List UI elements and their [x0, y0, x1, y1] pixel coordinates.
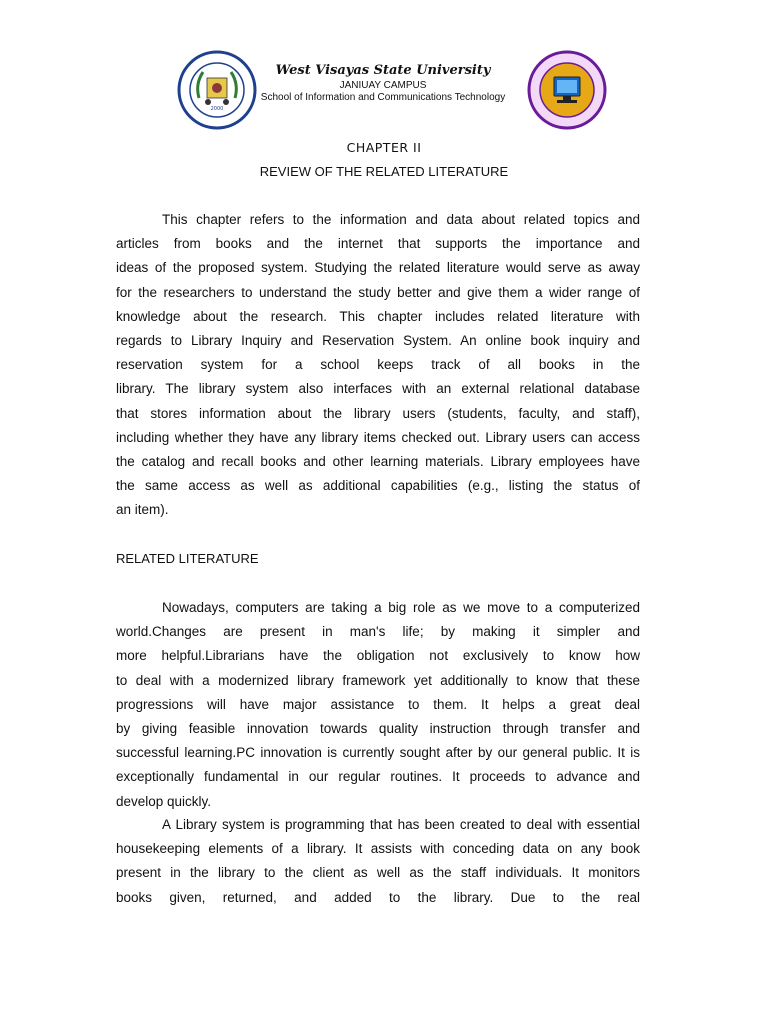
text-line: articles from books and the internet that supports the importance and: [116, 236, 640, 252]
text-line: library. The library system also interfaces with an external relational database: [116, 381, 640, 397]
text-line: Nowadays, computers are taking a big role as we move to a computerized: [162, 600, 640, 615]
school-name: School of Information and Communications Technology: [260, 92, 506, 103]
text-line: develop quickly.: [116, 793, 212, 809]
chapter-number: CHAPTER II: [346, 140, 422, 155]
related-lit-paragraph-1: [116, 596, 640, 814]
text-line: knowledge about the research. This chapter includes related literature with: [116, 308, 640, 324]
campus-name: JANIUAY CAMPUS: [339, 80, 427, 91]
svg-text:2000: 2000: [210, 106, 224, 112]
wvsu-seal-icon: [177, 50, 257, 130]
text-line: regards to Library Inquiry and Reservation System. An online book inquiry and: [116, 332, 640, 348]
text-line: to deal with a modernized library framework yet additionally to know that these: [116, 672, 640, 688]
text-line: present in the library to the client as well as the staff individuals. It monitors: [116, 865, 640, 881]
text-line: more helpful.Librarians have the obligation not exclusively to know how: [116, 648, 640, 664]
related-lit-paragraph-2: [116, 813, 640, 910]
intro-paragraph: [116, 208, 640, 522]
section-heading: RELATED LITERATURE: [116, 551, 259, 566]
chapter-title: REVIEW OF THE RELATED LITERATURE: [259, 164, 509, 179]
text-line: including whether they have any library items checked out. Library users can access: [116, 429, 640, 445]
text-line: ideas of the proposed system. Studying the related literature would serve as away: [116, 260, 640, 276]
text-line: that stores information about the library users (students, faculty, and staff),: [116, 405, 640, 421]
text-line: housekeeping elements of a library. It assists with conceding data on any book: [116, 841, 640, 857]
text-line: successful learning.PC innovation is currently sought after by our general public. It is: [116, 745, 640, 761]
text-line: progressions will have major assistance to them. It helps a great deal: [116, 696, 640, 712]
letterhead-text: [252, 62, 514, 104]
text-line: books given, returned, and added to the library. Due to the real: [116, 889, 640, 905]
text-line: the catalog and recall books and other learning materials. Library employees have: [116, 453, 640, 469]
text-line: reservation system for a school keeps track of all books in the: [116, 357, 640, 373]
text-line: the same access as well as additional capabilities (e.g., listing the status of: [116, 478, 640, 494]
text-line: for the researchers to understand the study better and give them a wider range of: [116, 284, 640, 300]
sict-seal-icon: [527, 50, 607, 130]
university-name: West Visayas State University: [275, 63, 491, 78]
text-line: This chapter refers to the information and data about related topics and: [162, 212, 640, 227]
text-line: world.Changes are present in man's life; by making it simpler and: [116, 624, 640, 640]
text-line: an item).: [116, 502, 169, 518]
text-line: by giving feasible innovation towards quality instruction through transfer and: [116, 720, 640, 736]
text-line: A Library system is programming that has been created to deal with essential: [162, 817, 640, 832]
text-line: exceptionally fundamental in our regular routines. It proceeds to advance and: [116, 769, 640, 785]
